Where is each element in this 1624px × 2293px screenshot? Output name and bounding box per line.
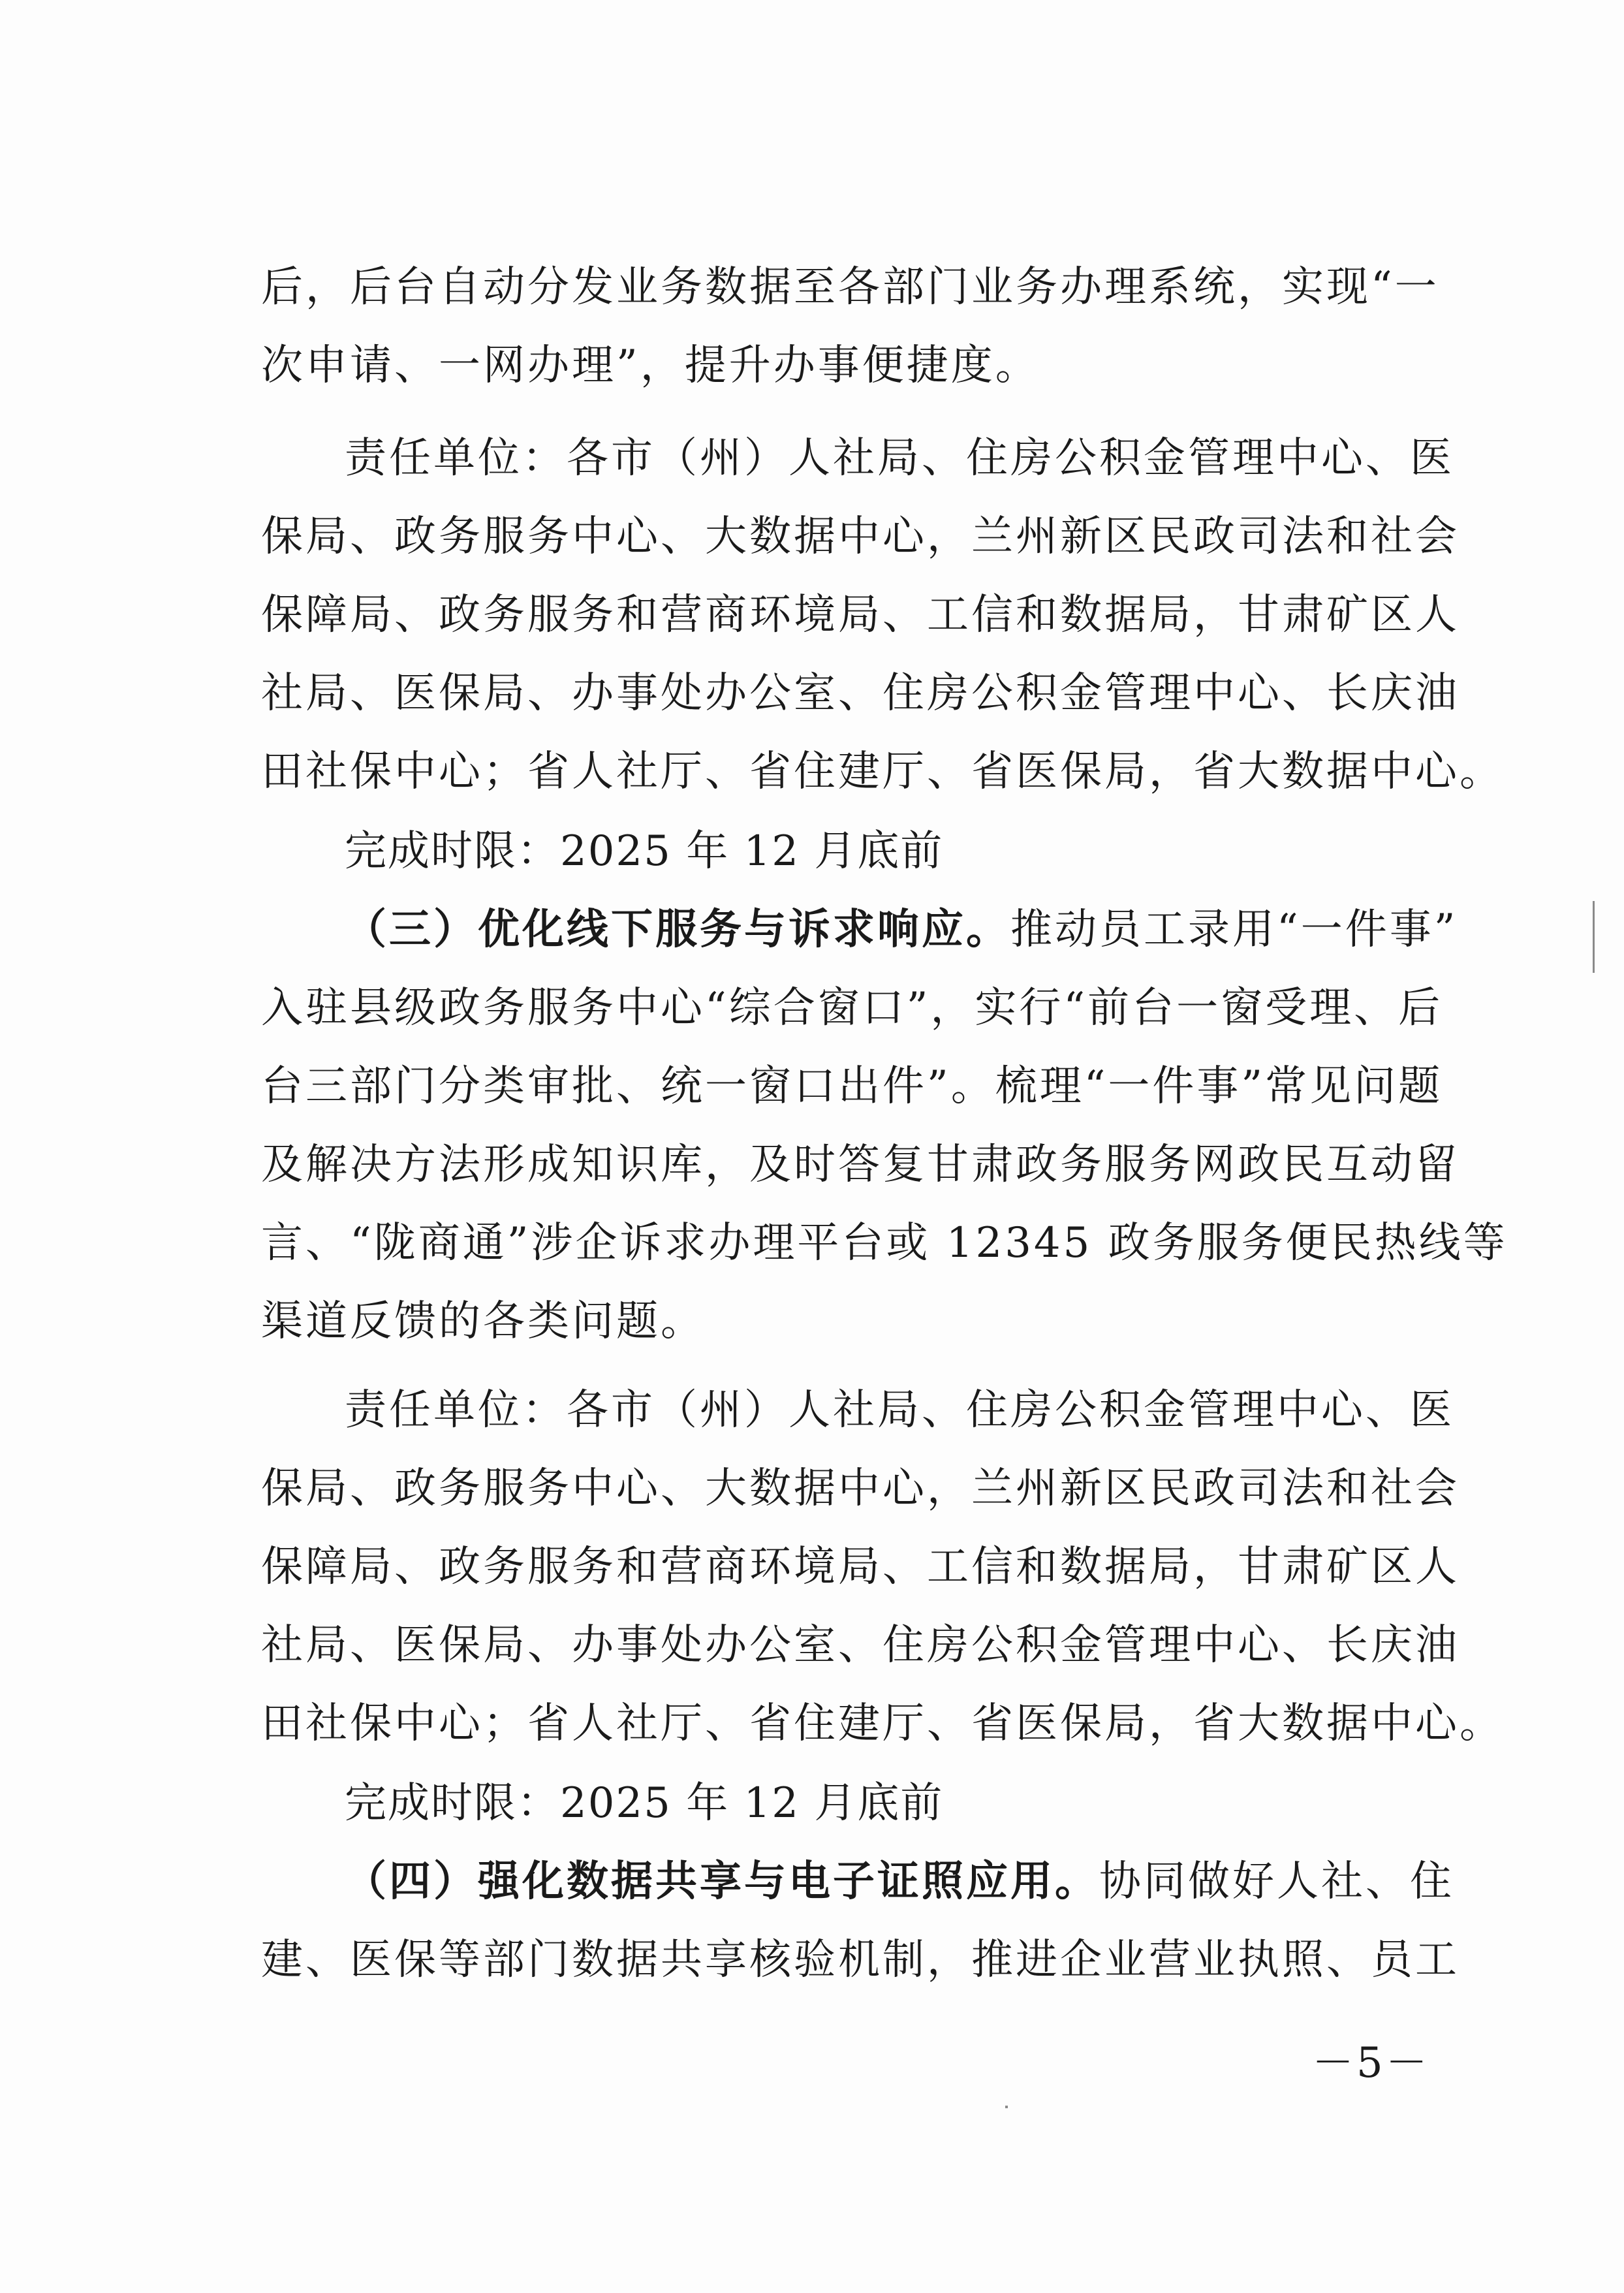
text-line bbox=[261, 654, 1460, 733]
text-line bbox=[261, 326, 1397, 405]
line-text: 完成时限：2025 年 12 月底前 bbox=[345, 1779, 944, 1827]
scan-artifact bbox=[1005, 2106, 1008, 2108]
line-text: 社局、医保局、办事处办公室、住房公积金管理中心、长庆油 bbox=[261, 669, 1460, 718]
section-heading: （三）优化线下服务与诉求响应。 bbox=[345, 905, 1010, 954]
line-text: 保局、政务服务中心、大数据中心，兰州新区民政司法和社会 bbox=[261, 513, 1460, 561]
text-line bbox=[261, 1282, 1397, 1361]
line-text: 保障局、政务服务和营商环境局、工信和数据局，甘肃矿区人 bbox=[261, 1543, 1460, 1591]
text-line bbox=[261, 733, 1504, 811]
line-text: 渠道反馈的各类问题。 bbox=[261, 1297, 705, 1346]
line-text: 建、医保等部门数据共享核验机制，推进企业营业执照、员工 bbox=[261, 1936, 1460, 1984]
text-line bbox=[261, 1921, 1460, 1999]
text-line bbox=[261, 1449, 1460, 1528]
line-text: 田社保中心；省人社厅、省住建厅、省医保局，省大数据中心。 bbox=[261, 748, 1504, 796]
line-text: 田社保中心；省人社厅、省住建厅、省医保局，省大数据中心。 bbox=[261, 1700, 1504, 1748]
line-text: 入驻县级政务服务中心“综合窗口”，实行“前台一窗受理、后 bbox=[261, 984, 1443, 1032]
text-line bbox=[261, 1528, 1460, 1606]
line-text: 责任单位：各市（州）人社局、住房公积金管理中心、医 bbox=[345, 1386, 1454, 1434]
text-line bbox=[261, 1204, 1508, 1282]
text-line bbox=[261, 419, 1454, 498]
line-text: 言、“陇商通”涉企诉求办理平台或 12345 政务服务便民热线等 bbox=[261, 1219, 1508, 1267]
line-text: 责任单位：各市（州）人社局、住房公积金管理中心、医 bbox=[345, 434, 1454, 482]
line-text: 社局、医保局、办事处办公室、住房公积金管理中心、长庆油 bbox=[261, 1621, 1460, 1669]
line-text: 台三部门分类审批、统一窗口出件”。梳理“一件事”常见问题 bbox=[261, 1062, 1443, 1111]
text-line bbox=[261, 1126, 1460, 1204]
text-line bbox=[261, 1371, 1454, 1449]
page-number: －5－ bbox=[1312, 2039, 1430, 2087]
line-text: 保障局、政务服务和营商环境局、工信和数据局，甘肃矿区人 bbox=[261, 591, 1460, 639]
text-line bbox=[261, 1606, 1460, 1684]
text-line bbox=[261, 1047, 1443, 1126]
section-heading-line bbox=[261, 891, 1458, 969]
line-text: 保局、政务服务中心、大数据中心，兰州新区民政司法和社会 bbox=[261, 1464, 1460, 1513]
line-text: 协同做好人社、住 bbox=[1099, 1858, 1454, 1906]
line-text: 完成时限：2025 年 12 月底前 bbox=[345, 827, 944, 876]
line-text: 推动员工录用“一件事” bbox=[1010, 906, 1458, 954]
line-text: 及解决方法形成知识库，及时答复甘肃政务服务网政民互动留 bbox=[261, 1141, 1460, 1189]
text-line bbox=[261, 248, 1439, 326]
section-heading: （四）强化数据共享与电子证照应用。 bbox=[345, 1857, 1099, 1906]
text-line bbox=[261, 969, 1443, 1047]
deadline-line bbox=[261, 1764, 1397, 1842]
deadline-line bbox=[261, 812, 1397, 891]
scan-artifact bbox=[1593, 901, 1595, 973]
text-line bbox=[261, 498, 1460, 576]
line-text: 后，后台自动分发业务数据至各部门业务办理系统，实现“一 bbox=[261, 263, 1439, 311]
text-line bbox=[261, 1684, 1504, 1763]
line-text: 次申请、一网办理”，提升办事便捷度。 bbox=[261, 341, 1040, 390]
section-heading-line bbox=[261, 1842, 1454, 1921]
text-line bbox=[261, 576, 1460, 654]
